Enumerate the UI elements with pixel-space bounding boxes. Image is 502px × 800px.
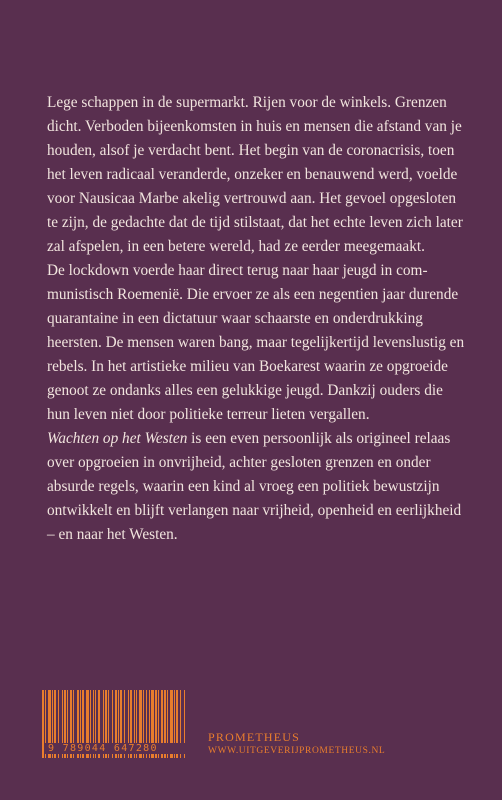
publisher-website: WWW.UITGEVERIJPROMETHEUS.NL (208, 746, 386, 756)
back-cover-blurb (47, 91, 467, 547)
publisher-logo: PROMETHEUS (208, 730, 301, 744)
book-title: Wachten op het Westen (47, 430, 188, 447)
blurb-paragraph-3-text: is een even persoonlijk als origineel relaas over opgroeien in onvrijheid, achter gesloten grenzen en onder absurde regels, waarin een kind al vroeg een politiek bewustzijn ontwikkelt en blijft verlangen naar vrijheid, openheid en eerlijkheid – en naar het Westen. (47, 430, 462, 543)
blurb-paragraph-3 (47, 427, 467, 547)
blurb-paragraph-2: De lockdown voerde haar direct terug naar haar jeugd in communistisch Roemenië. Die ervoer ze als een negentien jaar durende quarantaine in een dictatuur waar schaarste en onderdrukking heersten. De mensen waren bang, maar tegelijkertijd levenslustig en rebels. In het artistieke milieu van Boekarest waarin ze opgroeide genoot ze ondanks alles een gelukkige jeugd. Dankzij ouders die hun leven niet door politieke terreur lieten vergallen. (47, 262, 465, 423)
isbn-number: 9 789044 647280 (44, 743, 188, 754)
blurb-paragraph-1: Lege schappen in de supermarkt. Rijen voor de winkels. Grenzen dicht. Verboden bijeenkomsten in huis en mensen die afstand van je houden, alsof je verdacht bent. Het begin van de coronacrisis, toen het leven radicaal veranderde, onzeker en benauwend werd, voelde voor Nausicaa Marbe akelig vertrouwd aan. Het gevoel opgesloten te zijn, de gedachte dat de tijd stilstaat, dat het echte leven zich later zal afspelen, in een betere wereld, had ze eerder meegemaakt. (47, 94, 463, 255)
